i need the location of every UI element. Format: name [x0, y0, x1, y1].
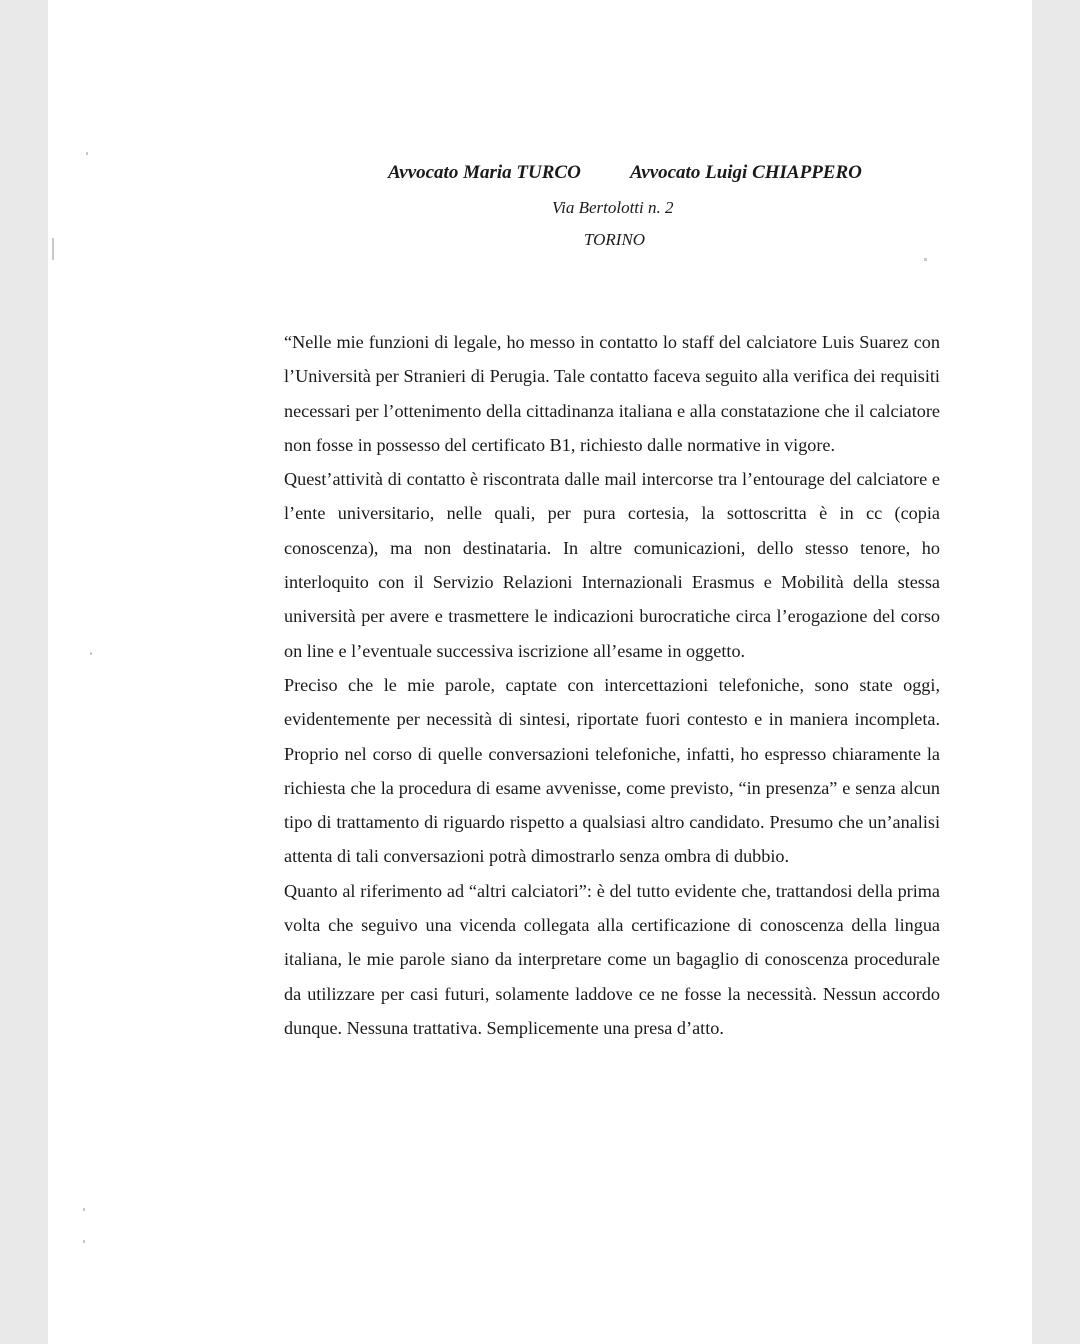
letterhead: [348, 162, 948, 249]
address-city: TORINO: [584, 230, 646, 249]
lawyer-name-turco: Avvocato Maria TURCO: [388, 162, 581, 183]
lawyer-name-chiappero: Avvocato Luigi CHIAPPERO: [630, 162, 862, 183]
scan-speck: [86, 152, 88, 155]
paragraph: Preciso che le mie parole, captate con intercettazioni telefoniche, sono state oggi, evidentemente per necessità di sintesi, riportate fuori contesto e in maniera incompleta. Proprio nel corso di quelle conversazioni telefoniche, infatti, ho espresso chiaramente la richiesta che la procedura di esame avvenisse, come previsto, “in presenza” e senza alcun tipo di trattamento di riguardo rispetto a qualsiasi altro candidato. Presumo che un’analisi attenta di tali conversazioni potrà dimostrarlo senza ombra di dubbio.: [284, 674, 940, 867]
paragraph: “Nelle mie funzioni di legale, ho messo in contatto lo staff del calciatore Luis Suarez con l’Università per Stranieri di Perugia. Tale contatto faceva seguito alla verifica dei requisiti necessari per l’ottenimento della cittadinanza italiana e alla constatazione che il calciatore non fosse in possesso del certificato B1, richiesto dalle normative in vigore.: [284, 332, 940, 455]
address-street: Via Bertolotti n. 2: [552, 198, 674, 217]
scan-speck: [924, 258, 927, 261]
statement-body: [284, 325, 940, 1045]
document-page: [48, 0, 1032, 1344]
lawyer-names: [348, 162, 948, 190]
scan-speck: [83, 1240, 85, 1243]
scan-speck: [90, 652, 92, 655]
scan-speck: [52, 238, 54, 260]
paragraph: Quanto al riferimento ad “altri calciatori”: è del tutto evidente che, trattandosi della prima volta che seguivo una vicenda collegata alla certificazione di conoscenza della lingua italiana, le mie parole siano da interpretare come un bagaglio di conoscenza procedurale da utilizzare per casi futuri, solamente laddove ce ne fosse la necessità. Nessun accordo dunque. Nessuna trattativa. Semplicemente una presa d’atto.: [284, 880, 940, 1038]
scan-speck: [83, 1208, 85, 1211]
paragraph: Quest’attività di contatto è riscontrata dalle mail intercorse tra l’entourage del calciatore e l’ente universitario, nelle quali, per pura cortesia, la sottoscritta è in cc (copia conoscenza), ma non destinataria. In altre comunicazioni, dello stesso tenore, ho interloquito con il Servizio Relazioni Internazionali Erasmus e Mobilità della stessa università per avere e trasmettere le indicazioni burocratiche circa l’erogazione del corso on line e l’eventuale successiva iscrizione all’esame in oggetto.: [284, 469, 940, 661]
